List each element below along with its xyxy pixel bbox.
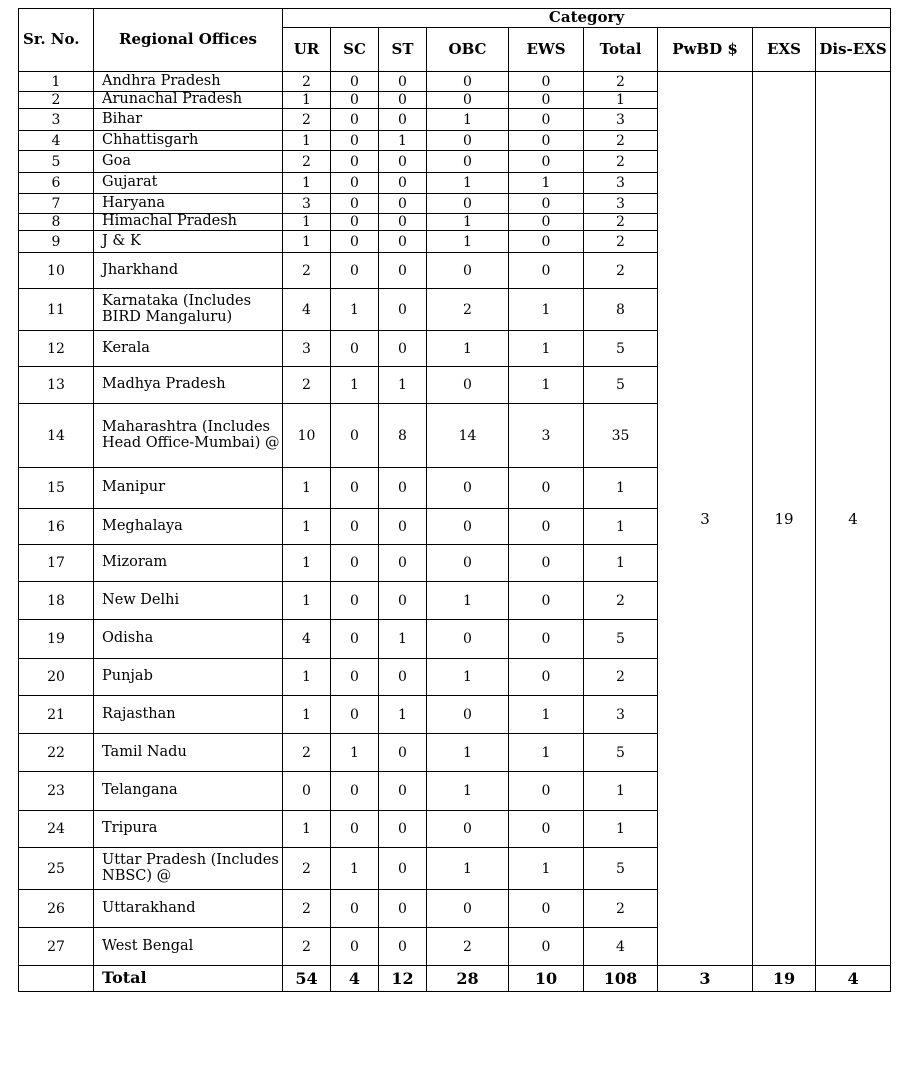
ur-cell: 4 — [283, 620, 331, 659]
total-sr-cell — [19, 966, 94, 992]
regional-office-cell: Tamil Nadu — [94, 734, 283, 772]
total-cell: 1 — [584, 468, 658, 509]
obc-cell: 0 — [427, 509, 509, 545]
sr-no-cell: 14 — [19, 404, 94, 468]
sr-no-cell: 25 — [19, 848, 94, 890]
ur-cell: 1 — [283, 92, 331, 109]
pwbd-merged-cell: 3 — [658, 72, 753, 966]
sc-cell: 0 — [331, 811, 379, 848]
st-cell: 0 — [379, 109, 427, 131]
regional-office-cell: Andhra Pradesh — [94, 72, 283, 92]
total-pwbd-cell: 3 — [658, 966, 753, 992]
sr-no-cell: 21 — [19, 696, 94, 734]
total-cell: 2 — [584, 131, 658, 151]
total-cell: 1 — [584, 772, 658, 811]
regional-office-cell: Madhya Pradesh — [94, 367, 283, 404]
st-cell: 0 — [379, 509, 427, 545]
sr-no-cell: 8 — [19, 214, 94, 231]
sr-no-cell: 10 — [19, 253, 94, 289]
regional-office-cell: Arunachal Pradesh — [94, 92, 283, 109]
sc-cell: 0 — [331, 92, 379, 109]
sc-cell: 0 — [331, 331, 379, 367]
regional-office-cell: Kerala — [94, 331, 283, 367]
obc-cell: 0 — [427, 468, 509, 509]
total-cell: 4 — [584, 928, 658, 966]
total-obc-cell: 28 — [427, 966, 509, 992]
sr-no-cell: 23 — [19, 772, 94, 811]
sr-no-cell: 13 — [19, 367, 94, 404]
total-cell: 2 — [584, 659, 658, 696]
total-cell: 5 — [584, 367, 658, 404]
st-cell: 0 — [379, 92, 427, 109]
regional-office-cell: Jharkhand — [94, 253, 283, 289]
ews-cell: 0 — [509, 545, 584, 582]
ur-cell: 1 — [283, 231, 331, 253]
total-dis-exs-cell: 4 — [816, 966, 891, 992]
vacancy-table — [18, 8, 891, 992]
total-cell: 2 — [584, 582, 658, 620]
ur-cell: 3 — [283, 194, 331, 214]
ur-cell: 1 — [283, 659, 331, 696]
sr-no-cell: 9 — [19, 231, 94, 253]
obc-cell: 0 — [427, 620, 509, 659]
obc-cell: 0 — [427, 92, 509, 109]
sc-cell: 0 — [331, 509, 379, 545]
regional-office-cell: Haryana — [94, 194, 283, 214]
ur-cell: 1 — [283, 696, 331, 734]
sc-cell: 1 — [331, 848, 379, 890]
sc-cell: 0 — [331, 582, 379, 620]
ews-header: EWS — [509, 28, 584, 72]
total-row — [19, 966, 891, 992]
obc-cell: 1 — [427, 231, 509, 253]
ur-cell: 1 — [283, 509, 331, 545]
ur-cell: 3 — [283, 331, 331, 367]
total-cell: 2 — [584, 253, 658, 289]
regional-office-cell: Mizoram — [94, 545, 283, 582]
ews-cell: 1 — [509, 331, 584, 367]
total-cell: 2 — [584, 214, 658, 231]
st-cell: 0 — [379, 253, 427, 289]
st-cell: 1 — [379, 131, 427, 151]
sc-cell: 0 — [331, 404, 379, 468]
regional-office-cell: Uttarakhand — [94, 890, 283, 928]
total-total-cell: 108 — [584, 966, 658, 992]
ews-cell: 0 — [509, 811, 584, 848]
sc-cell: 0 — [331, 253, 379, 289]
ews-cell: 0 — [509, 620, 584, 659]
ews-cell: 0 — [509, 928, 584, 966]
total-cell: 5 — [584, 734, 658, 772]
sr-no-cell: 7 — [19, 194, 94, 214]
sc-cell: 0 — [331, 545, 379, 582]
total-cell: 5 — [584, 620, 658, 659]
ews-cell: 0 — [509, 194, 584, 214]
ur-cell: 1 — [283, 545, 331, 582]
total-cell: 1 — [584, 92, 658, 109]
regional-office-cell: Uttar Pradesh (Includes NBSC) @ — [94, 848, 283, 890]
ur-cell: 0 — [283, 772, 331, 811]
st-cell: 0 — [379, 173, 427, 194]
ews-cell: 1 — [509, 289, 584, 331]
obc-cell: 0 — [427, 131, 509, 151]
ews-cell: 0 — [509, 509, 584, 545]
sc-header: SC — [331, 28, 379, 72]
total-cell: 1 — [584, 509, 658, 545]
total-st-cell: 12 — [379, 966, 427, 992]
sc-cell: 0 — [331, 772, 379, 811]
st-cell: 1 — [379, 620, 427, 659]
sc-cell: 1 — [331, 367, 379, 404]
regional-office-cell: Maharashtra (Includes Head Office-Mumbai) @ — [94, 404, 283, 468]
ur-cell: 1 — [283, 468, 331, 509]
ur-cell: 1 — [283, 173, 331, 194]
st-cell: 0 — [379, 468, 427, 509]
st-cell: 0 — [379, 734, 427, 772]
total-cell: 5 — [584, 848, 658, 890]
ews-cell: 0 — [509, 131, 584, 151]
total-cell: 1 — [584, 811, 658, 848]
ur-cell: 2 — [283, 109, 331, 131]
total-cell: 5 — [584, 331, 658, 367]
sr-no-header: Sr. No. — [19, 9, 94, 72]
st-cell: 0 — [379, 811, 427, 848]
regional-office-cell: Chhattisgarh — [94, 131, 283, 151]
total-exs-cell: 19 — [753, 966, 816, 992]
ur-header: UR — [283, 28, 331, 72]
ur-cell: 1 — [283, 214, 331, 231]
sr-no-cell: 24 — [19, 811, 94, 848]
sr-no-cell: 6 — [19, 173, 94, 194]
ur-cell: 2 — [283, 928, 331, 966]
sr-no-cell: 20 — [19, 659, 94, 696]
obc-cell: 0 — [427, 696, 509, 734]
total-cell: 8 — [584, 289, 658, 331]
obc-cell: 14 — [427, 404, 509, 468]
obc-cell: 1 — [427, 734, 509, 772]
sr-no-cell: 26 — [19, 890, 94, 928]
st-cell: 0 — [379, 545, 427, 582]
ews-cell: 0 — [509, 231, 584, 253]
obc-cell: 0 — [427, 367, 509, 404]
sr-no-cell: 2 — [19, 92, 94, 109]
total-sc-cell: 4 — [331, 966, 379, 992]
ews-cell: 3 — [509, 404, 584, 468]
ur-cell: 10 — [283, 404, 331, 468]
sr-no-cell: 5 — [19, 151, 94, 173]
sr-no-cell: 17 — [19, 545, 94, 582]
sc-cell: 0 — [331, 928, 379, 966]
regional-office-cell: Goa — [94, 151, 283, 173]
ur-cell: 2 — [283, 890, 331, 928]
sr-no-cell: 16 — [19, 509, 94, 545]
st-cell: 0 — [379, 848, 427, 890]
regional-office-cell: Meghalaya — [94, 509, 283, 545]
total-cell: 3 — [584, 696, 658, 734]
regional-office-cell: Gujarat — [94, 173, 283, 194]
total-cell: 3 — [584, 109, 658, 131]
regional-offices-header: Regional Offices — [94, 9, 283, 72]
st-cell: 0 — [379, 772, 427, 811]
total-header: Total — [584, 28, 658, 72]
obc-cell: 0 — [427, 890, 509, 928]
regional-office-cell: Manipur — [94, 468, 283, 509]
sc-cell: 1 — [331, 734, 379, 772]
st-cell: 1 — [379, 696, 427, 734]
total-cell: 2 — [584, 151, 658, 173]
ur-cell: 2 — [283, 367, 331, 404]
st-cell: 0 — [379, 214, 427, 231]
exs-header: EXS — [753, 28, 816, 72]
total-cell: 2 — [584, 72, 658, 92]
ews-cell: 0 — [509, 772, 584, 811]
ews-cell: 0 — [509, 468, 584, 509]
total-cell: 2 — [584, 231, 658, 253]
obc-cell: 0 — [427, 811, 509, 848]
obc-cell: 0 — [427, 194, 509, 214]
st-cell: 0 — [379, 231, 427, 253]
ews-cell: 1 — [509, 734, 584, 772]
sr-no-cell: 1 — [19, 72, 94, 92]
sc-cell: 0 — [331, 194, 379, 214]
ur-cell: 2 — [283, 253, 331, 289]
sc-cell: 0 — [331, 696, 379, 734]
total-cell: 3 — [584, 194, 658, 214]
st-cell: 0 — [379, 928, 427, 966]
st-cell: 8 — [379, 404, 427, 468]
regional-office-cell: West Bengal — [94, 928, 283, 966]
sc-cell: 0 — [331, 468, 379, 509]
sc-cell: 0 — [331, 72, 379, 92]
ews-cell: 0 — [509, 253, 584, 289]
obc-cell: 0 — [427, 72, 509, 92]
ur-cell: 2 — [283, 734, 331, 772]
regional-office-cell: Telangana — [94, 772, 283, 811]
obc-cell: 0 — [427, 545, 509, 582]
sr-no-cell: 3 — [19, 109, 94, 131]
ews-cell: 0 — [509, 92, 584, 109]
ur-cell: 2 — [283, 72, 331, 92]
obc-cell: 1 — [427, 173, 509, 194]
ur-cell: 1 — [283, 131, 331, 151]
st-cell: 0 — [379, 890, 427, 928]
st-cell: 0 — [379, 659, 427, 696]
total-label: Total — [94, 966, 283, 992]
ews-cell: 0 — [509, 109, 584, 131]
sc-cell: 0 — [331, 214, 379, 231]
ews-cell: 1 — [509, 696, 584, 734]
regional-office-cell: Odisha — [94, 620, 283, 659]
obc-cell: 0 — [427, 151, 509, 173]
total-cell: 2 — [584, 890, 658, 928]
obc-cell: 1 — [427, 214, 509, 231]
sr-no-cell: 19 — [19, 620, 94, 659]
sr-no-cell: 18 — [19, 582, 94, 620]
table-body — [19, 72, 891, 992]
exs-merged-cell: 19 — [753, 72, 816, 966]
regional-office-cell: Bihar — [94, 109, 283, 131]
st-header: ST — [379, 28, 427, 72]
st-cell: 0 — [379, 331, 427, 367]
dis-exs-merged-cell: 4 — [816, 72, 891, 966]
total-ews-cell: 10 — [509, 966, 584, 992]
total-ur-cell: 54 — [283, 966, 331, 992]
ews-cell: 1 — [509, 173, 584, 194]
st-cell: 0 — [379, 289, 427, 331]
regional-office-cell: J & K — [94, 231, 283, 253]
ur-cell: 4 — [283, 289, 331, 331]
regional-office-cell: New Delhi — [94, 582, 283, 620]
ews-cell: 0 — [509, 582, 584, 620]
sc-cell: 0 — [331, 151, 379, 173]
sr-no-cell: 27 — [19, 928, 94, 966]
st-cell: 0 — [379, 72, 427, 92]
regional-office-cell: Rajasthan — [94, 696, 283, 734]
category-header: Category — [283, 9, 891, 28]
obc-cell: 1 — [427, 331, 509, 367]
ews-cell: 0 — [509, 214, 584, 231]
table-row — [19, 72, 891, 92]
obc-header: OBC — [427, 28, 509, 72]
obc-cell: 1 — [427, 109, 509, 131]
sc-cell: 0 — [331, 173, 379, 194]
sc-cell: 0 — [331, 659, 379, 696]
ews-cell: 0 — [509, 890, 584, 928]
obc-cell: 1 — [427, 659, 509, 696]
obc-cell: 2 — [427, 289, 509, 331]
ews-cell: 0 — [509, 151, 584, 173]
sc-cell: 0 — [331, 131, 379, 151]
ur-cell: 1 — [283, 811, 331, 848]
total-cell: 35 — [584, 404, 658, 468]
ur-cell: 2 — [283, 848, 331, 890]
sc-cell: 1 — [331, 289, 379, 331]
st-cell: 1 — [379, 367, 427, 404]
sc-cell: 0 — [331, 890, 379, 928]
st-cell: 0 — [379, 582, 427, 620]
sc-cell: 0 — [331, 231, 379, 253]
ews-cell: 0 — [509, 72, 584, 92]
pwbd-header: PwBD $ — [658, 28, 753, 72]
total-cell: 1 — [584, 545, 658, 582]
obc-cell: 1 — [427, 582, 509, 620]
regional-office-cell: Punjab — [94, 659, 283, 696]
total-cell: 3 — [584, 173, 658, 194]
regional-office-cell: Tripura — [94, 811, 283, 848]
table-header — [19, 9, 891, 72]
ur-cell: 1 — [283, 582, 331, 620]
sr-no-cell: 4 — [19, 131, 94, 151]
sc-cell: 0 — [331, 109, 379, 131]
ews-cell: 0 — [509, 659, 584, 696]
sr-no-cell: 22 — [19, 734, 94, 772]
sr-no-cell: 11 — [19, 289, 94, 331]
dis-exs-header: Dis-EXS — [816, 28, 891, 72]
sc-cell: 0 — [331, 620, 379, 659]
regional-office-cell: Karnataka (Includes BIRD Mangaluru) — [94, 289, 283, 331]
sr-no-cell: 15 — [19, 468, 94, 509]
obc-cell: 0 — [427, 253, 509, 289]
st-cell: 0 — [379, 194, 427, 214]
regional-office-cell: Himachal Pradesh — [94, 214, 283, 231]
ur-cell: 2 — [283, 151, 331, 173]
st-cell: 0 — [379, 151, 427, 173]
obc-cell: 1 — [427, 772, 509, 811]
sr-no-cell: 12 — [19, 331, 94, 367]
ews-cell: 1 — [509, 367, 584, 404]
obc-cell: 1 — [427, 848, 509, 890]
obc-cell: 2 — [427, 928, 509, 966]
ews-cell: 1 — [509, 848, 584, 890]
